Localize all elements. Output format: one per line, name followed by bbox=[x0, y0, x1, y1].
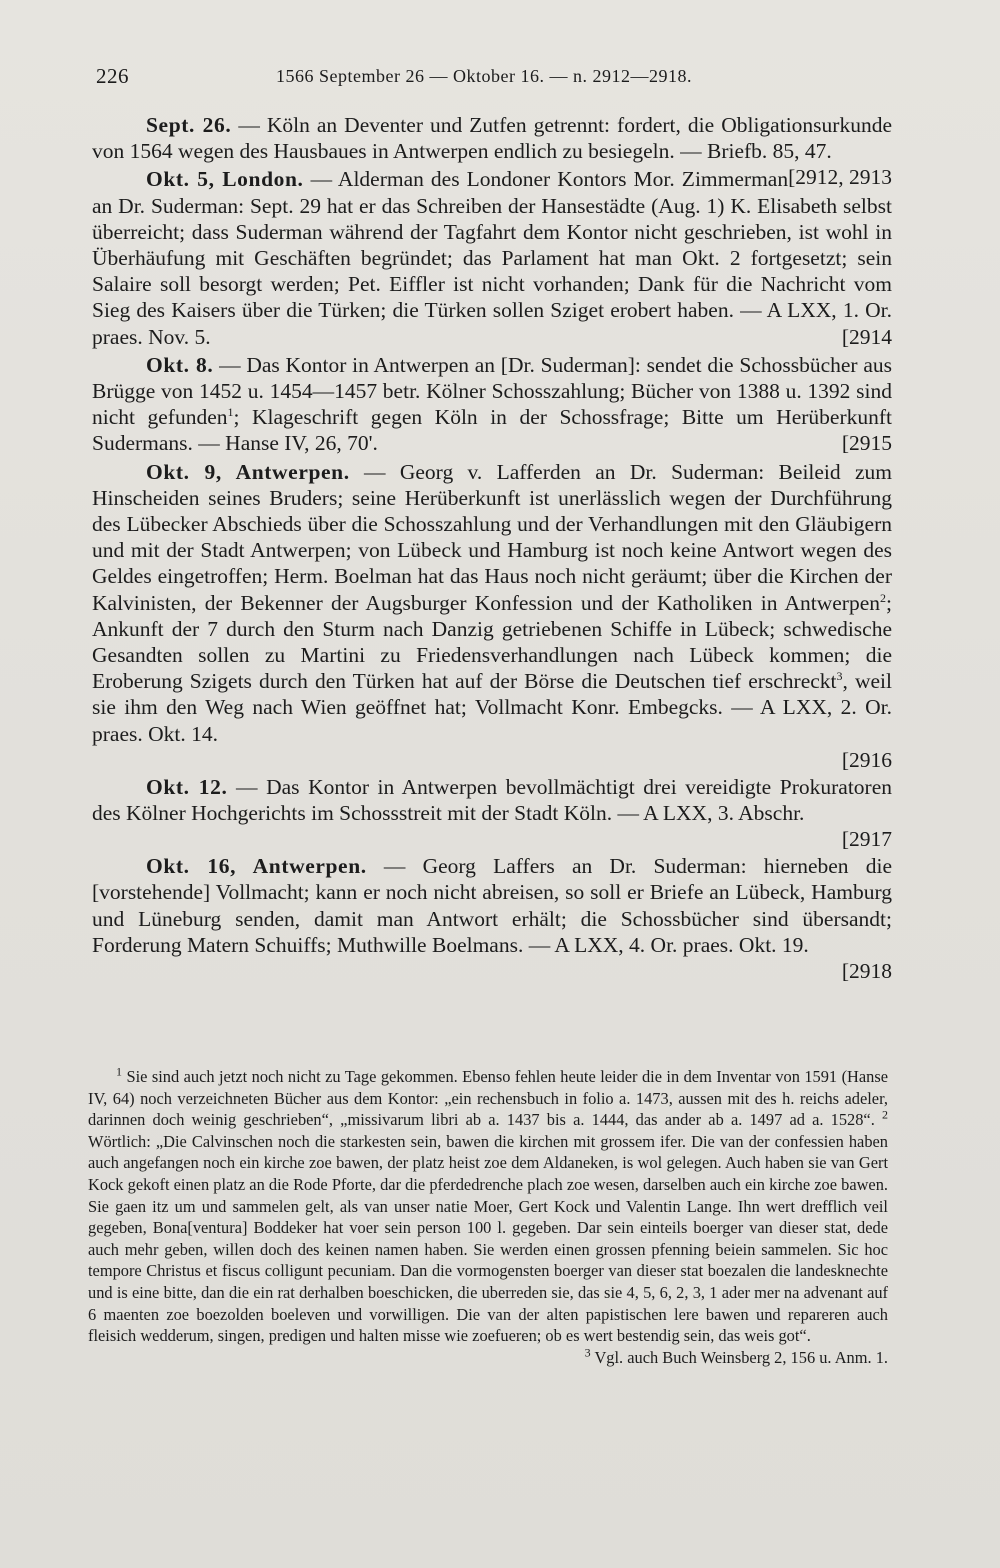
entry-date: Okt. 8. bbox=[146, 352, 214, 377]
entry-number: [2916 bbox=[841, 747, 892, 772]
main-text bbox=[92, 112, 892, 985]
footnote-mark: 2 bbox=[882, 1107, 888, 1122]
entry-text: , weil sie ihm den Weg nach Wien geöffnet hat; Vollmacht Konr. Embegcks. — A LXX, 2. Or. praes. Okt. 14. bbox=[92, 669, 892, 746]
entry-number: [2918 bbox=[841, 959, 892, 984]
entry-text: — Köln an Deventer und Zutfen getrennt: fordert, die Obligationsurkunde von 1564 wegen des Hausbaues in Antwerpen endlich zu besiegeln. — Briefb. 85, 47. bbox=[92, 113, 892, 164]
running-head: 1566 September 26 — Oktober 16. — n. 2912—2918. bbox=[276, 66, 692, 86]
entry-text: ; Klageschrift gegen Köln in der Schossfrage; Bitte um Herüberkunft Sudermans. — Hanse IV, 26, 70'. bbox=[92, 405, 892, 456]
entry-text: — Georg v. Lafferden an Dr. Suderman: Beileid zum Hinscheiden seines Bruders; seine Herüberkunft ist unerlässlich wegen der Durchführung des Lübecker Abschieds über die Schosszahlung und der Verhandlungen mit den Gläubigern und mit der Stadt Antwerpen; von Lübeck und Hamburg ist noch keine Antwort wegen des Geldes eingetroffen; Herm. Boelman hat das Haus noch nicht geräumt; über die Kirchen der Kalvinisten, der Bekenner der Augsburger Konfession und der Katholiken in Antwerpen bbox=[92, 459, 892, 615]
entry-number: [2914 bbox=[841, 324, 892, 349]
footnote-text: Vgl. auch Buch Weinsberg 2, 156 u. Anm. 1. bbox=[594, 1347, 888, 1367]
entry-2917 bbox=[92, 774, 892, 851]
footnote-text: Sie sind auch jetzt noch nicht zu Tage gekommen. Ebenso fehlen heute leider die in dem Inventar von 1591 (Hanse IV, 64) noch verzeichneten Bücher aus dem Kontor: „ein rechensbuch in folio a. 1473, aussen mit des h. reichs adeler, darinnen doch weinig geschrieben“, „missivarum libri ab a. 1437 bis a. 1444, das ander ab a. 1497 ad a. 1528“. bbox=[88, 1067, 888, 1130]
footnote-3 bbox=[88, 1347, 888, 1369]
entry-date: Okt. 16, Antwerpen. bbox=[146, 854, 367, 879]
entry-2915 bbox=[92, 352, 892, 457]
footnote-1 bbox=[88, 1066, 888, 1347]
entry-2914 bbox=[92, 166, 892, 349]
page-number: 226 bbox=[96, 64, 129, 88]
entry-text: — Das Kontor in Antwerpen an [Dr. Suderman]: sendet die Schossbücher aus Brügge von 1452 u. 1454—1457 betr. Kölner Schosszahlung; Bücher von 1388 u. 1392 sind nicht gefunden bbox=[92, 352, 893, 430]
entry-text: — Das Kontor in Antwerpen bevollmächtigt drei vereidigte Prokuratoren des Kölner Hochgerichts im Schossstreit mit der Stadt Köln. — A LXX, 3. Abschr. bbox=[92, 774, 892, 826]
entry-date: Okt. 12. bbox=[146, 774, 228, 799]
footnote-mark: 2 bbox=[880, 590, 887, 605]
entry-number: [2915 bbox=[841, 431, 892, 456]
entry-2916 bbox=[92, 459, 892, 772]
entry-date: Sept. 26. bbox=[146, 113, 232, 137]
footnote-mark: 3 bbox=[584, 1345, 591, 1360]
entry-date: Okt. 9, Antwerpen. bbox=[146, 459, 350, 484]
entry-date: Okt. 5, London. bbox=[146, 167, 304, 192]
footnote-mark: 3 bbox=[836, 669, 843, 684]
entry-number: [2917 bbox=[841, 827, 892, 852]
page-header bbox=[96, 64, 896, 90]
footnote-mark: 1 bbox=[227, 405, 234, 420]
footnote-text: Wörtlich: „Die Calvinschen noch die starkesten sein, bawen die kirchen mit grossem ifer. Die van der confessien haben auch angefangen noch ein kirche zoe bawen, der platz heist zoe dem Aldaneken, is wol gelegen. Auch haben sie van Gert Kock gekoft einen platz an die Rode Pforte, dar die pferdedrenche plach zoe wesen, darselben auch ein kirche zoe bawen. Sie gaen itz um und sammelen gelt, als van unser natie Moer, Gert Kock und Valentin Lange. Ihn wert drefflich veil gegeben, Bona[ventura] Boddeker hat voer sein person 100 l. gegeben. Dar sein einteils boerger van dieser stat, dede auch mehr geben, willen doch des keinen namen haben. Sie werden einen grossen pfenning beiein sammelen. Sic hoc tempore Christus et fiscus colligunt pecuniam. Dan die vormogensten boerger van dieser stat boezalen die landesknechte und is eine bitte, dan die ein rat derhalben boeschicken, die uberreden sie, das sie 4, 5, 6, 2, 3, 1 ader mer na advenant auf 6 maenten zoe boezolden boeleven und vorwilligen. Die van der alten papistischen lere bawen und repareren auch fleisich wedderum, singen, predigen und halten misse wie zoefueren; ob es wert bestendig sein, das weis got“. bbox=[88, 1131, 888, 1346]
entry-number: [2912, 2913 bbox=[788, 165, 892, 190]
footnotes bbox=[88, 1066, 888, 1368]
entry-text: — Alderman des Londoner Kontors Mor. Zimmerman an Dr. Suderman: Sept. 29 hat er das Schreiben der Hansestädte (Aug. 1) K. Elisabeth selbst überreicht; dass Suderman während der Tagfahrt dem Kontor nicht geschrieben, ist wohl in Überhäufung mit Geschäften begründet; das Parlament hat man Okt. 2 fortgesetzt; sein Salaire soll besorgt werden; Pet. Eiffler ist nicht vorhanden; Dank für die Nachricht vom Sieg des Kaisers über die Türken; die Türken sollen Sziget erobert haben. — A LXX, 1. Or. praes. Nov. 5. bbox=[92, 167, 892, 349]
entry-text: ; Ankunft der 7 durch den Sturm nach Danzig getriebenen Schiffe in Lübeck; schwedische Gesandten sollen zu Martini zu Friedensverhandlungen nach Lübeck kommen; die Eroberung Szigets durch den Türken hat auf der Börse die Deutschen tief erschreckt bbox=[92, 590, 892, 694]
entry-2918 bbox=[92, 853, 892, 983]
footnote-mark: 1 bbox=[116, 1064, 122, 1079]
entry-text: — Georg Laffers an Dr. Suderman: hierneben die [vorstehende] Vollmacht; kann er noch nicht abreisen, so soll er Briefe an Lübeck, Hamburg und Lüneburg senden, damit man Antwort erhält; die Schossbücher sind übersandt; Forderung Matern Schuiffs; Muthwille Boelmans. — A LXX, 4. Or. praes. Okt. 19. bbox=[92, 854, 892, 957]
